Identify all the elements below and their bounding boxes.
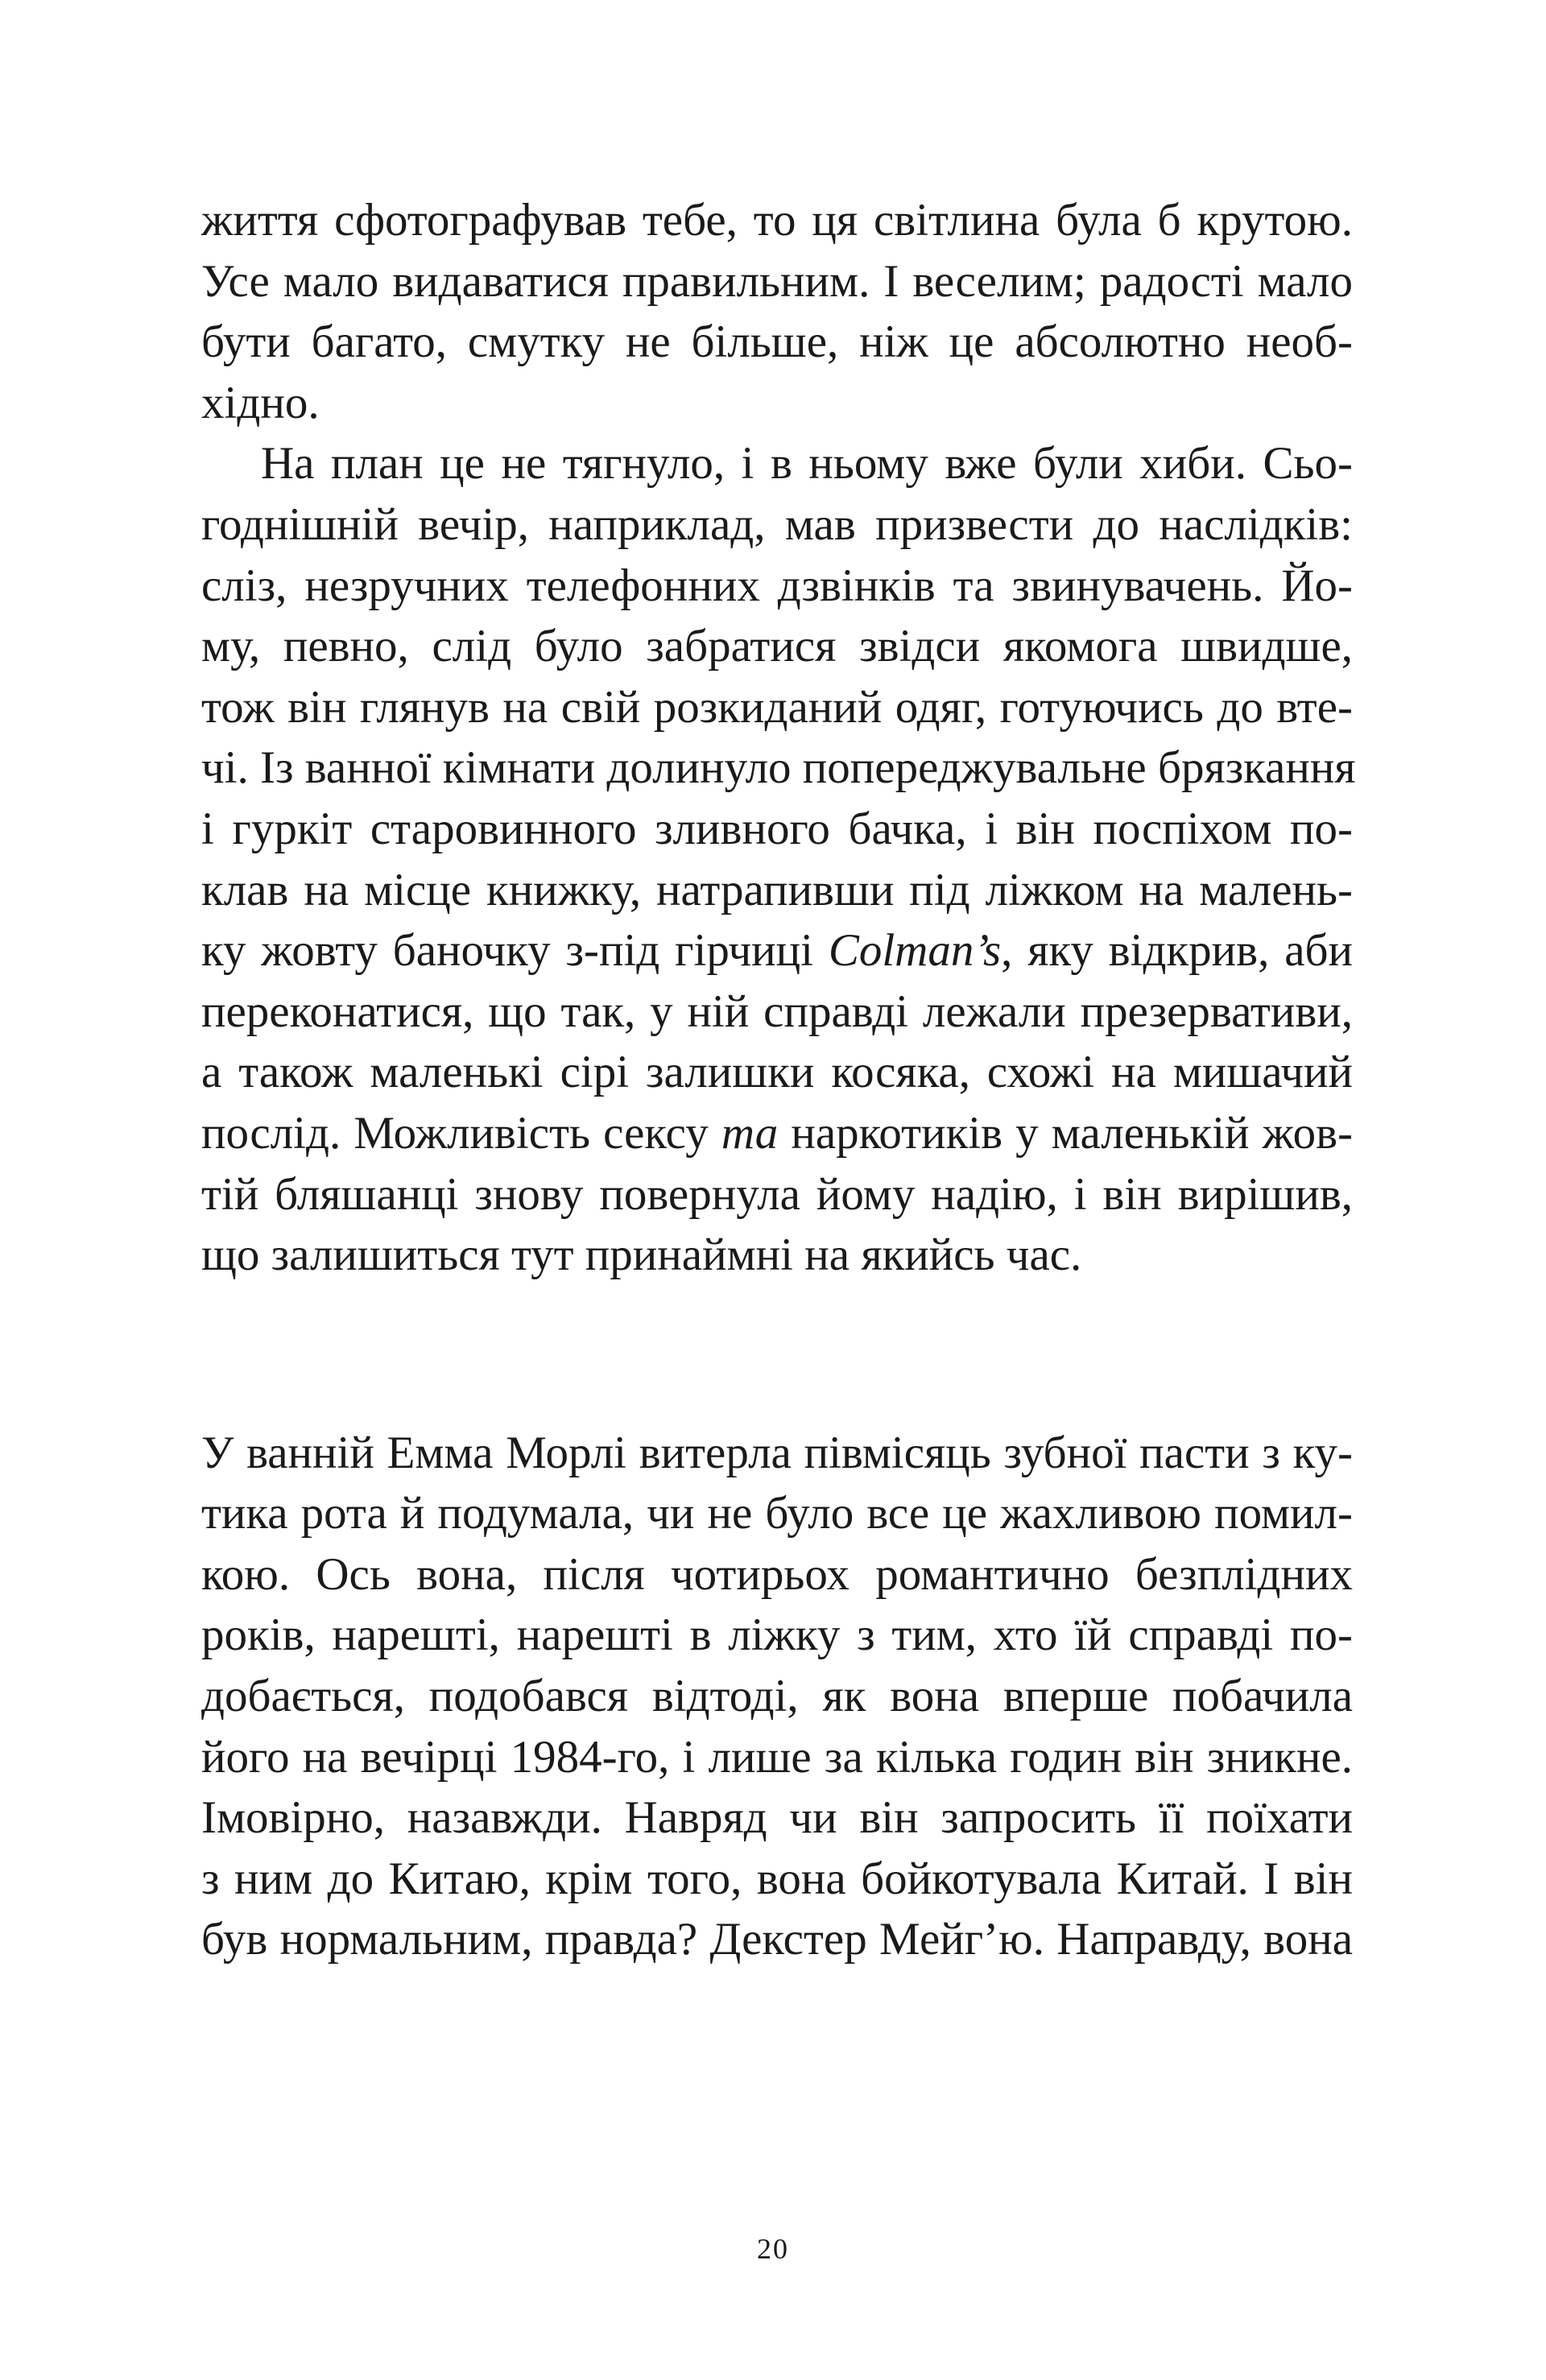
text-line: Усе мало видаватися правильним. І веселим; радості мало bbox=[201, 255, 1353, 307]
text-line: добається, подобався відтоді, як вона вперше побачила bbox=[201, 1671, 1353, 1722]
paragraph-3 bbox=[201, 1423, 1353, 1970]
text-line bbox=[201, 1103, 1353, 1164]
text-line: бути багато, смутку не більше, ніж це абсолютно необ- bbox=[201, 316, 1353, 368]
text-line: що залишиться тут принаймні на якийсь час. bbox=[201, 1229, 1082, 1281]
text-line: з ним до Китаю, крім того, вона бойкотувала Китай. І він bbox=[201, 1853, 1353, 1904]
emphasis-italic: та bbox=[721, 1107, 779, 1159]
text-line bbox=[201, 920, 1353, 981]
text-line: тож він глянув на свій розкиданий одяг, готуючись до вте- bbox=[201, 681, 1353, 733]
text-line: тика рота й подумала, чи не було все це жахливою помил- bbox=[201, 1488, 1353, 1539]
text-line: був нормальним, правда? Декстер Мейг’ю. Направду, вона bbox=[201, 1914, 1353, 1965]
text-segment: , яку відкрив, аби bbox=[1001, 925, 1353, 977]
text-line: років, нарешті, нарешті в ліжку з тим, хто їй справді по- bbox=[201, 1609, 1353, 1661]
text-segment: наркотиків у маленькій жов- bbox=[778, 1107, 1354, 1159]
text-line: клав на місце книжку, натрапивши під ліжком на малень- bbox=[201, 864, 1353, 915]
text-line: На план це не тягнуло, і в ньому вже були хиби. Сьо- bbox=[261, 438, 1353, 490]
text-line: У ванній Емма Морлі витерла півмісяць зубної пасти з ку- bbox=[201, 1427, 1353, 1478]
page-number: 20 bbox=[757, 2233, 789, 2265]
section-break bbox=[201, 1286, 1353, 1423]
brand-name-italic: Colman’s bbox=[828, 925, 1002, 977]
text-line: сліз, незручних телефонних дзвінків та звинувачень. Йо- bbox=[201, 560, 1353, 611]
text-segment: ку жовту баночку з-під гірчиці bbox=[201, 925, 829, 977]
text-line: му, певно, слід було забратися звідси якомога швидше, bbox=[201, 621, 1353, 672]
text-line: переконатися, що так, у ній справді лежали презервативи, bbox=[201, 985, 1353, 1037]
text-line: життя сфотографував тебе, то ця світлина була б крутою. bbox=[201, 195, 1353, 246]
paragraph-1 bbox=[201, 190, 1353, 433]
text-line: і гуркіт старовинного зливного бачка, і він поспіхом по- bbox=[201, 803, 1353, 854]
text-line: кою. Ось вона, після чотирьох романтично безплідних bbox=[201, 1548, 1353, 1600]
text-line: хідно. bbox=[201, 377, 320, 428]
text-line: його на вечірці 1984-го, і лише за кілька годин він зникне. bbox=[201, 1731, 1353, 1783]
text-line: а також маленькі сірі залишки косяка, схожі на мишачий bbox=[201, 1047, 1353, 1098]
page-body bbox=[201, 190, 1356, 1970]
text-segment: послід. Можливість сексу bbox=[201, 1107, 721, 1159]
paragraph-2 bbox=[201, 433, 1356, 1285]
text-line: годнішній вечір, наприклад, мав призвести до наслідків: bbox=[201, 498, 1353, 550]
text-line: чі. Із ванної кімнати долинуло попереджувальне брязкання bbox=[201, 742, 1356, 794]
text-line: Імовірно, назавжди. Навряд чи він запросить її поїхати bbox=[201, 1792, 1353, 1844]
text-line: тій бляшанці знову повернула йому надію, і він вирішив, bbox=[201, 1168, 1353, 1220]
